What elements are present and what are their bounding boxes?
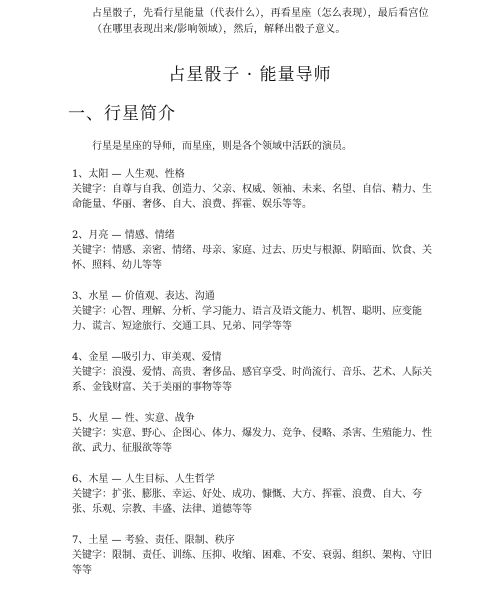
keyword-label: 关键字： bbox=[72, 306, 112, 317]
planet-entry-venus bbox=[72, 350, 434, 395]
planet-entry-moon bbox=[72, 228, 434, 273]
keyword-text: 扩张、膨胀、幸运、好处、成功、慷慨、大方、挥霍、浪费、自大、夸张、乐观、宗教、丰盛、法律、道德等等 bbox=[72, 489, 422, 515]
planet-entry-sun bbox=[72, 167, 434, 212]
keyword-label: 关键字： bbox=[72, 428, 112, 439]
planet-keywords bbox=[72, 182, 434, 212]
planet-keywords bbox=[72, 548, 434, 578]
keyword-text: 限制、责任、训练、压抑、收缩、困难、不安、衰弱、组织、架构、守旧等等 bbox=[72, 550, 432, 576]
planet-entry-mars bbox=[72, 411, 434, 456]
section-heading: 一、行星简介 bbox=[68, 104, 176, 124]
planet-entry-jupiter bbox=[72, 472, 434, 517]
keyword-label: 关键字： bbox=[72, 550, 112, 561]
planet-name: 6、木星 — 人生目标、人生哲学 bbox=[72, 474, 215, 485]
intro-paragraph: 占星骰子，先看行星能量（代表什么），再看星座（怎么表现），最后看宫位（在哪里表现出来/影响领域），然后，解释出骰子意义。 bbox=[92, 8, 429, 35]
keyword-label: 关键字： bbox=[72, 245, 112, 256]
planet-keywords bbox=[72, 243, 434, 273]
keyword-label: 关键字： bbox=[72, 367, 112, 378]
keyword-label: 关键字： bbox=[72, 489, 112, 500]
planet-name: 4、金星 —吸引力、审美观、爱情 bbox=[72, 352, 222, 363]
keyword-text: 实意、野心、企图心、体力、爆发力、竞争、侵略、杀害、生殖能力、性欲、武力、征服欲等等 bbox=[72, 428, 432, 454]
planet-keywords bbox=[72, 304, 434, 334]
keyword-text: 心智、理解、分析、学习能力、语言及语文能力、机智、聪明、应变能力、谎言、短途旅行、交通工具、兄弟、同学等等 bbox=[72, 306, 422, 332]
planet-entry-mercury bbox=[72, 289, 434, 334]
planet-list bbox=[72, 167, 434, 594]
planet-name: 1、太阳 — 人生观、性格 bbox=[72, 169, 185, 180]
planet-name: 5、火星 — 性、实意、战争 bbox=[72, 413, 195, 424]
page-title: 占星骰子 · 能量导师 bbox=[168, 65, 332, 85]
planet-name: 2、月亮 — 情感、情绪 bbox=[72, 230, 175, 241]
keyword-text: 自尊与自我、创造力、父亲、权威、领袖、未来、名望、自信、精力、生命能量、华丽、奢侈、自大、浪费、挥霍、娱乐等等。 bbox=[72, 184, 432, 210]
planet-keywords bbox=[72, 487, 434, 517]
planet-keywords bbox=[72, 365, 434, 395]
keyword-label: 关键字： bbox=[72, 184, 112, 195]
planet-entry-saturn bbox=[72, 533, 434, 578]
planet-keywords bbox=[72, 426, 434, 456]
section-intro: 行星是星座的导师，而星座，则是各个领域中活跃的演员。 bbox=[92, 141, 352, 152]
planet-name: 7、土星 — 考验、责任、限制、秩序 bbox=[72, 535, 235, 546]
keyword-text: 情感、亲密、情绪、母亲、家庭、过去、历史与根源、阴暗面、饮食、关怀、照料、幼儿等等 bbox=[72, 245, 432, 271]
planet-name: 3、水星 — 价值观、表达、沟通 bbox=[72, 291, 215, 302]
keyword-text: 浪漫、爱情、高贵、奢侈品、感官享受、时尚流行、音乐、艺术、人际关系、金钱财富、关于美丽的事物等等 bbox=[72, 367, 432, 393]
